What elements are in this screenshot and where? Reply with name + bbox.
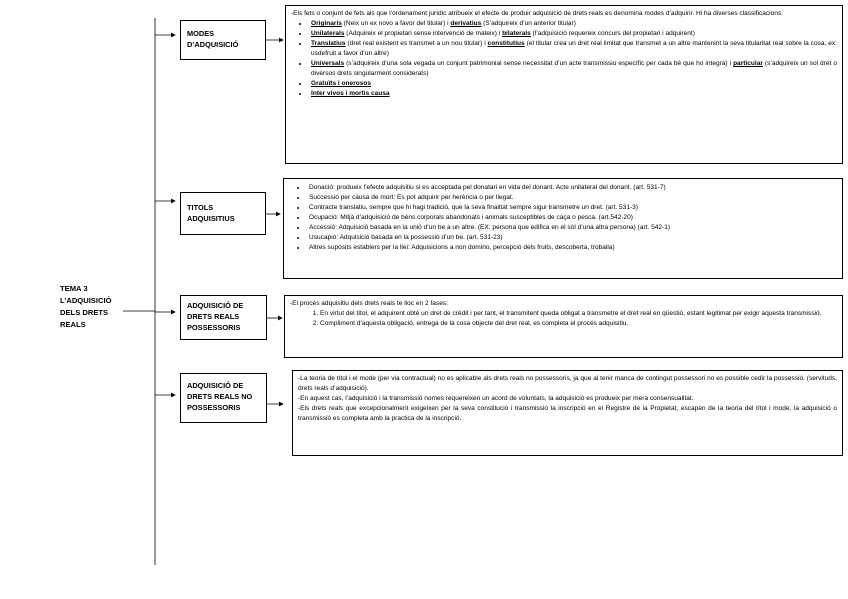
- list-item: • Donació: produeix l’efecte adquisitiu si es acceptada pel donatari en vida del donant. Acte unilateral del donant. (art. 531-7): [307, 183, 837, 193]
- list-item: 2. Compliment d’aquesta obligació, entrega de la cosa objecte del dret real, es completa el procés adquisitiu.: [320, 319, 837, 329]
- text: (Neix un ex novo a favor del titular) i: [341, 20, 451, 27]
- text: (Adquireix el propietari sense intervenció de mateix) i: [344, 30, 503, 37]
- list-item: • Ocupació: Mitjà d’adquisició de béns corporals abandonats i animals susceptibles de caça o pesca. (art.542-20): [307, 213, 837, 223]
- category-label: ADQUISICIÓ DE: [187, 301, 244, 310]
- list-item: • Altres supòsits establers per la llei: Adquisicions a non domino, percepció dels fruits, descoberta, troballa): [307, 243, 837, 253]
- category-label: POSSESSORIS: [187, 403, 241, 412]
- list-item: [309, 19, 837, 29]
- list-item: [309, 79, 837, 89]
- list-item: [309, 39, 837, 59]
- category-label: MODES: [187, 29, 215, 38]
- topic-line-4: REALS: [60, 320, 86, 329]
- term: Inter vivos i mortis causa: [311, 90, 390, 97]
- text: (l’adquisició requereix concurs del propietari i adquirent): [530, 30, 695, 37]
- category-drets-reals-possessoris: [180, 295, 267, 340]
- titols-list: [289, 183, 837, 253]
- list-item: • Accessió: Adquisició basada en la unió d’un be a un altre. (EX: persona que edifica en el sòl d’una altra persona) (art. 542-1): [307, 223, 837, 233]
- topic-line-3: DELS DRETS: [60, 308, 109, 317]
- term: bilaterals: [502, 30, 531, 37]
- topic-line-2: L’ADQUISICIÓ: [60, 296, 112, 305]
- term: particular: [733, 60, 763, 67]
- possessoris-list: [290, 309, 837, 329]
- text: (el titular crea un dret real limitat que transmet a un altre mantenint la seva titularitat real sobre la cosa, ex: usdefruit a favor d’un altre): [311, 40, 837, 57]
- list-item: • Successió per causa de mort: Es pot adquirir per herència o per llegat.: [307, 193, 837, 203]
- modes-intro: -Els fets o conjunt de fets als que l’ordenament jurídic atribueix el efecte de produir adquisició de drets reals es denomina modes d’adquirir. Hi ha diverses classificacions:: [291, 10, 784, 17]
- titols-description-box: [283, 178, 843, 279]
- text: (dret real existent es transmet a un nou titular) i: [345, 40, 488, 47]
- possessoris-description-box: [284, 295, 843, 358]
- category-modes-adquisicio: [180, 20, 266, 60]
- main-topic: [60, 283, 120, 331]
- no-possessoris-description-box: [292, 370, 843, 456]
- text: (S’adquireix d’un anterior titular): [481, 20, 576, 27]
- term: Gratuïts i onerosos: [311, 80, 372, 87]
- topic-line-1: TEMA 3: [60, 284, 88, 293]
- term: Translatius: [311, 40, 346, 47]
- text: (s’adquireix d’una sola vegada un conjunt patrimonial sense necessitat d’un acte transmissiu específic per cada bé que ho integra) i: [344, 60, 734, 67]
- category-label: POSSESSORIS: [187, 323, 241, 332]
- list-item: • Contracte translatiu, sempre que hi hagi tradició, que la seva finalitat sempre sigui transmetre un dret. (art. 531-3): [307, 203, 837, 213]
- list-item: [309, 29, 837, 39]
- category-label: TITOLS: [187, 203, 214, 212]
- category-drets-reals-no-possessoris: [180, 373, 267, 423]
- paragraph: -Els drets reals que excepcionalment exigeixen per la seva constitució i transmissió la inscripció en el Registre de la Propietat, escapen de la teoria del títol i mode, la adquisició o transmissió es completa amb la practica de la inscripció.: [298, 405, 837, 422]
- category-label: ADQUISICIÓ DE: [187, 381, 244, 390]
- list-item: [309, 89, 837, 99]
- term: constitutius: [487, 40, 525, 47]
- list-item: [309, 59, 837, 79]
- category-label: D’ADQUISICIÓ: [187, 40, 239, 49]
- possessoris-intro: -El procés adquisitiu dels drets reals te lloc en 2 fases:: [290, 300, 448, 307]
- category-label: ADQUISITIUS: [187, 214, 235, 223]
- term: Unilaterals: [311, 30, 345, 37]
- text: (s’adquireix un sol dret o diversos drets singularment considerats): [311, 60, 837, 77]
- modes-description-box: [285, 5, 843, 164]
- paragraph: -La teoria de títol i el mode (per via contractual) no es aplicable als drets reals no possessoris, ja que al tenir manca de contingut possessori no es possible cedir la possessió. (servituds, drets reals d’adquisició).: [298, 375, 837, 392]
- paragraph: -En aquest cas, l’adquisició i la transmissió nomes requereixen un acord de voluntats, la adquisició es produeix per mera consensualitat.: [298, 395, 694, 402]
- category-titols-adquisitius: [180, 192, 266, 235]
- list-item: 1. En virtut del títol, el adquirent obté un dret de crèdit i per tant, el transmitent queda obligat a transmetre el dret real en qüestió, estant legitimat per exigir aquesta transmissió.: [320, 309, 837, 319]
- modes-list: [291, 19, 837, 99]
- term: derivatius: [450, 20, 482, 27]
- term: Universals: [311, 60, 345, 67]
- list-item: • Usucapió: Adquisició basada en la possessió d’un be. (art. 531-23): [307, 233, 837, 243]
- category-label: DRETS REALS NO: [187, 392, 253, 401]
- term: Originaris: [311, 20, 342, 27]
- category-label: DRETS REALS: [187, 312, 240, 321]
